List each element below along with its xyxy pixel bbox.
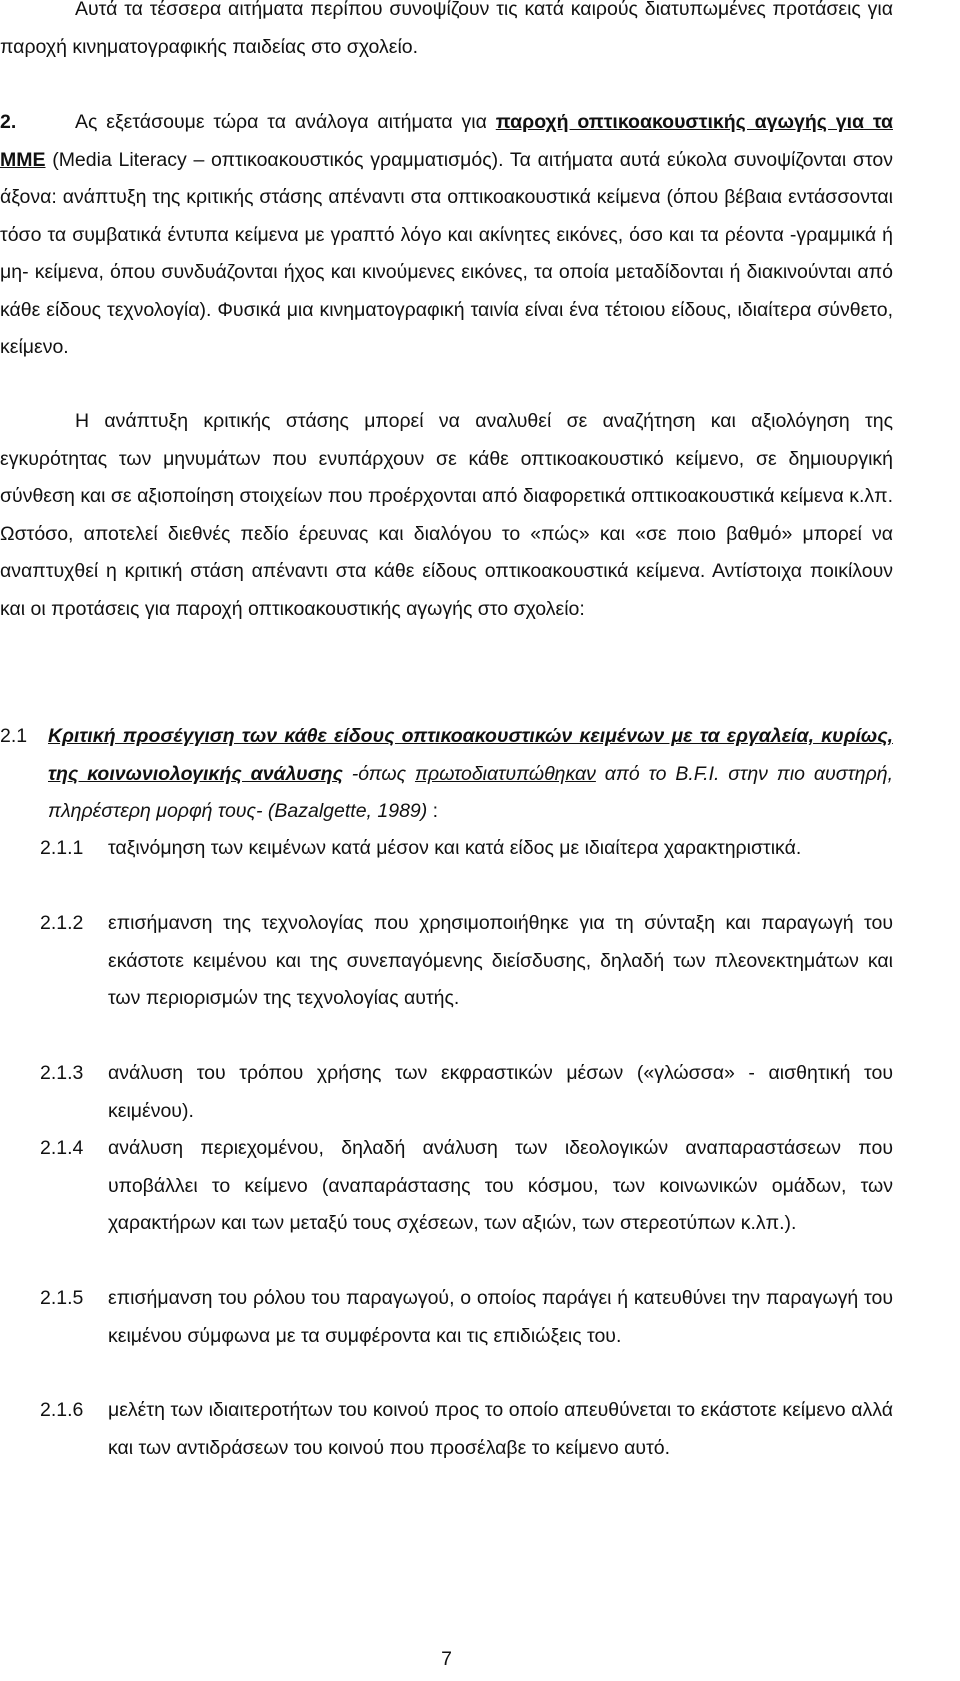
section-2-1-italic-b: από το B.F.I. στην πιο αυστηρή, πληρέστερη μορφή τους- (Bazalgette, 1989) <box>48 762 894 822</box>
section-2-bold-phrase: παροχή οπτικοακουστικής αγωγής για τα ΜΜΕ <box>0 111 893 171</box>
list-item-text: ταξινόμηση των κειμένων κατά μέσον και κατά είδος με ιδιαίτερα χαρακτηριστικά. <box>108 837 802 859</box>
list-item-2-1-5 <box>40 1280 893 1355</box>
list-item-number: 2.1.5 <box>40 1287 84 1309</box>
list-item-number: 2.1.4 <box>40 1137 84 1159</box>
intro-paragraph <box>0 0 893 66</box>
list-item-text: επισήμανση της τεχνολογίας που χρησιμοποιήθηκε για τη σύνταξη και παραγωγή του εκάστοτε κειμένου και της συνεπαγόμενης διείσδυσης, δηλαδή των πλεονεκτημάτων και των περιορισμών της τεχνολογίας αυτής. <box>108 912 893 1009</box>
list-item-2-1-1 <box>40 830 893 868</box>
page-number: 7 <box>441 1648 452 1670</box>
intro-paragraph-text: Αυτά τα τέσσερα αιτήματα περίπου συνοψίζουν τις κατά καιρούς διατυπωμένες προτάσεις για παροχή κινηματογραφικής παιδείας στο σχολείο. <box>0 0 893 58</box>
section-2-1-title: Κριτική προσέγγιση των κάθε είδους οπτικοακουστικών κειμένων με τα εργαλεία, κυρίως, της κοινωνιολογικής ανάλυσης <box>48 725 893 785</box>
list-item-2-1-2 <box>40 905 893 1018</box>
section-2-1 <box>0 718 893 831</box>
list-item-text: ανάλυση περιεχομένου, δηλαδή ανάλυση των ιδεολογικών αναπαραστάσεων που υποβάλλει το κείμενο (αναπαράστασης του κόσμου, των κοινωνικών ομάδων, των χαρακτήρων και των μεταξύ τους σχέσεων, των αξιών, των στερεοτύπων κ.λπ.). <box>108 1137 893 1234</box>
paragraph-critical-stance <box>0 403 893 628</box>
section-2-1-italic-underlined: πρωτοδιατυπώθηκαν <box>414 762 596 785</box>
list-item-text: ανάλυση του τρόπου χρήσης των εκφραστικών μέσων («γλώσσα» - αισθητική του κειμένου). <box>108 1062 893 1122</box>
section-2-1-tail: : <box>427 800 439 822</box>
list-item-text: μελέτη των ιδιαιτεροτήτων του κοινού προς το οποίο απευθύνεται το εκάστοτε κείμενο αλλά και των αντιδράσεων του κοινού που προσέλαβε το κείμενο αυτό. <box>108 1399 893 1459</box>
list-item-text: επισήμανση του ρόλου του παραγωγού, ο οποίος παράγει ή κατευθύνει την παραγωγή του κειμένου σύμφωνα με τα συμφέροντα και τις επιδιώξεις του. <box>108 1287 893 1347</box>
list-item-2-1-6 <box>40 1392 893 1467</box>
section-2-1-number: 2.1 <box>0 725 28 747</box>
section-2-1-italic-a: -όπως <box>342 762 415 785</box>
list-item-number: 2.1.2 <box>40 912 84 934</box>
section-2-text-b: (Media Literacy – οπτικοακουστικός γραμματισμός). Τα αιτήματα αυτά εύκολα συνοψίζονται στον άξονα: ανάπτυξη της κριτικής στάσης απέναντι στα οπτικοακουστικά κείμενα (όπου βέβαια εντάσσονται τόσο τα συμβατικά έντυπα κείμενα με γραπτό λόγο και ακίνητες εικόνες, όσο και τα ρέοντα -γραμμικά ή μη- κείμενα, όπου συνδυάζονται ήχος και κινούμενες εικόνες, τα οποία μεταδίδονται ή διακινούνται από κάθε είδους τεχνολογία). Φυσικά μια κινηματογραφική ταινία είναι ένα τέτοιου είδους, ιδιαίτερα σύνθετο, κείμενο. <box>0 148 893 358</box>
section-2-number: 2. <box>0 111 17 133</box>
list-item-number: 2.1.3 <box>40 1062 84 1084</box>
list-item-number: 2.1.6 <box>40 1399 84 1421</box>
list-item-number: 2.1.1 <box>40 837 84 859</box>
paragraph-critical-stance-text: Η ανάπτυξη κριτικής στάσης μπορεί να αναλυθεί σε αναζήτηση και αξιολόγηση της εγκυρότητας των μηνυμάτων που ενυπάρχουν σε κάθε οπτικοακουστικό κείμενο, σε δημιουργική σύνθεση και σε αξιοποίηση στοιχείων που προέρχονται από διαφορετικά οπτικοακουστικά κείμενα κ.λπ. Ωστόσο, αποτελεί διεθνές πεδίο έρευνας και διαλόγου το «πώς» και «σε ποιο βαθμό» μπορεί να αναπτυχθεί η κριτική στάση απέναντι στα κάθε είδους οπτικοακουστικά κείμενα. Αντίστοιχα ποικίλουν και οι προτάσεις για παροχή οπτικοακουστικής αγωγής στο σχολείο: <box>0 410 893 620</box>
list-item-2-1-4 <box>40 1130 893 1243</box>
list-item-2-1-3 <box>40 1055 893 1130</box>
section-2-1-body <box>48 718 893 831</box>
section-2-text-a: Ας εξετάσουμε τώρα τα ανάλογα αιτήματα για <box>75 111 496 133</box>
section-2-paragraph <box>0 104 893 367</box>
